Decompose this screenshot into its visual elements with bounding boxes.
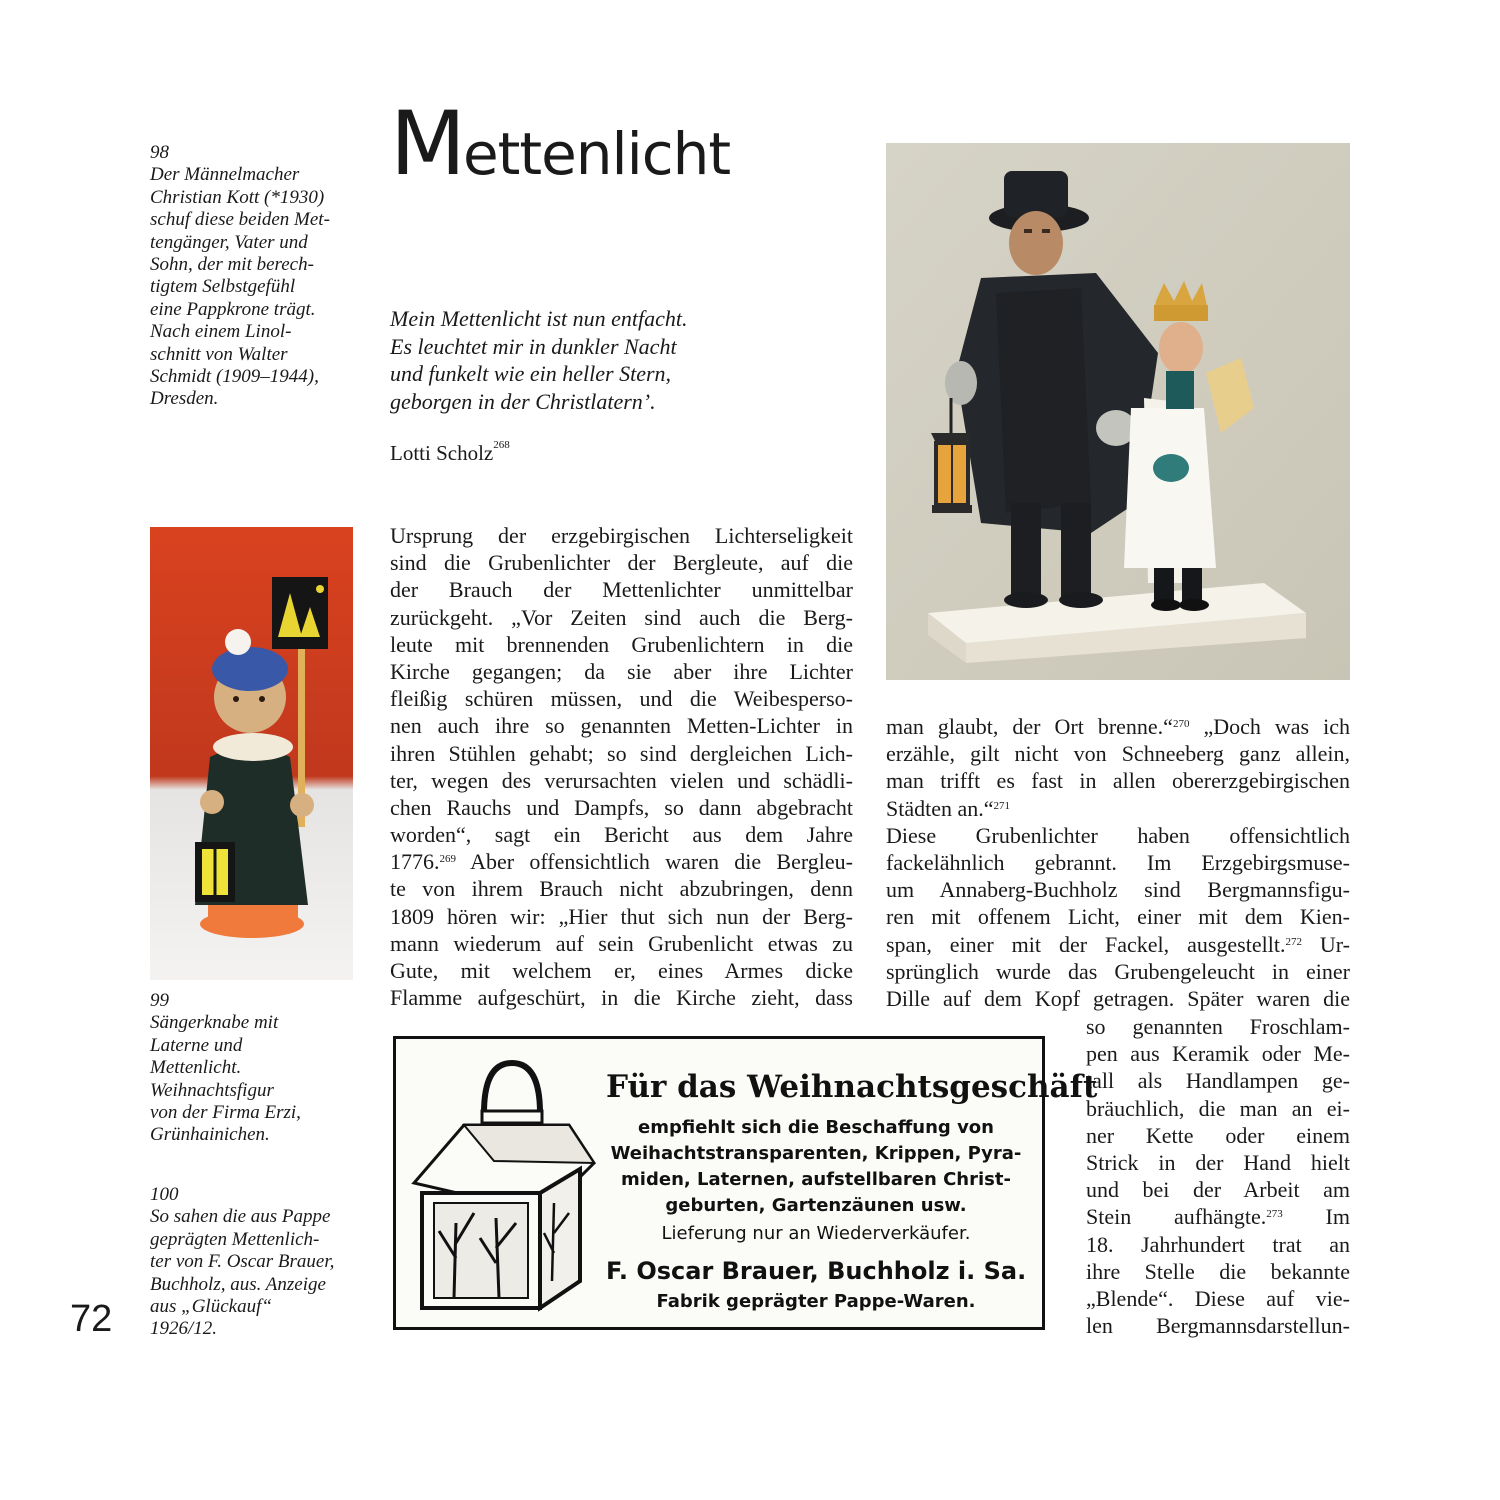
text-line: bräuchlich, die man an ei- (1086, 1095, 1350, 1121)
lantern-illustration (404, 1053, 604, 1323)
text-line: so genannten Froschlam- (1086, 1014, 1350, 1039)
body-column-2 (886, 713, 1350, 1012)
caption-line: ter von F. Oscar Brauer, (150, 1251, 335, 1273)
page-number: 72 (70, 1298, 113, 1340)
text-line: Diese Grubenlichter haben offensichtlich (886, 822, 1350, 848)
text-line: chen Rauchs und Dampfs, so dann abgebracht (390, 794, 853, 820)
photo-mettengaenger-figures (886, 143, 1350, 680)
text-line (390, 848, 853, 875)
text-line (1086, 1203, 1350, 1230)
poem-line: Mein Mettenlicht ist nun entfacht. (390, 306, 688, 331)
caption-line: Sohn, der mit berech- (150, 254, 314, 276)
caption-line: geprägten Mettenlich- (150, 1228, 320, 1250)
text-line: ren mit offenem Licht, einer mit dem Kien- (886, 904, 1350, 930)
caption-line: Nach einem Linol- (150, 321, 292, 343)
title-initial: M (390, 92, 463, 195)
text-line (886, 713, 1350, 740)
text-line: der Brauch der Mettenlichter unmittelbar (390, 577, 853, 603)
text-line: 1809 hören wir: „Hier thut sich nun der Berg- (390, 903, 853, 929)
text-line: Flamme aufgeschürt, in die Kirche zieht, dass (390, 985, 853, 1011)
text-segment: man glaubt, der Ort brenne.“ (886, 714, 1173, 739)
ad-line: Lieferung nur an Wiederverkäufer. (661, 1223, 971, 1244)
text-line: Dille auf dem Kopf getragen. Später waren die (886, 985, 1350, 1011)
body-column-1 (390, 522, 853, 1011)
caption-line: Schmidt (1909–1944), (150, 366, 319, 388)
footnote-ref: 271 (993, 799, 1011, 812)
caption-100 (150, 1184, 334, 1341)
footnote-ref: 268 (493, 439, 510, 451)
text-line: Strick in der Hand hielt (1086, 1149, 1350, 1175)
caption-line: Sängerknabe mit (150, 1012, 279, 1034)
caption-99 (150, 990, 301, 1147)
caption-line: Mettenlicht. (150, 1057, 242, 1079)
caption-number: 99 (150, 990, 169, 1011)
caption-line: Laterne und (150, 1034, 243, 1056)
text-line: ihre Stelle die bekannte (1086, 1258, 1350, 1284)
caption-line: von der Firma Erzi, (150, 1102, 301, 1124)
ad-line: Weihachtstransparenten, Krippen, Pyra- (610, 1143, 1022, 1164)
caption-line: Der Männelmacher (150, 164, 300, 186)
text-segment: span, einer mit der Fackel, ausgestellt. (886, 931, 1286, 957)
text-segment: Im (1282, 1204, 1350, 1230)
photo-saengerknabe (150, 527, 353, 980)
ad-line: empfiehlt sich die Beschaffung von (638, 1117, 994, 1138)
text-line: sprünglich wurde das Grubengeleucht in einer (886, 958, 1350, 984)
text-line: nen auch ihre so genannten Metten-Lichter in (390, 713, 853, 739)
text-line (886, 931, 1350, 958)
text-line: ner Kette oder einem (1086, 1122, 1350, 1148)
poem-line: Es leuchtet mir in dunkler Nacht (390, 333, 677, 359)
caption-number: 100 (150, 1184, 179, 1205)
text-segment: „Doch was ich (1189, 714, 1350, 739)
text-line: zurückgeht. „Vor Zeiten sind auch die Berg- (390, 604, 853, 630)
body-column-3 (1086, 1013, 1350, 1339)
text-line: leute mit brennenden Grubenlichtern in die (390, 631, 853, 657)
text-line: 18. Jahrhundert trat an (1086, 1231, 1350, 1257)
text-line: man trifft es fast in allen obererzgebirgischen (886, 768, 1350, 794)
text-line: Gute, mit welchem er, eines Armes dicke (390, 958, 853, 983)
text-line (886, 795, 1350, 822)
caption-line: schnitt von Walter (150, 343, 288, 365)
caption-line: tengänger, Vater und (150, 231, 308, 253)
footnote-ref: 273 (1266, 1208, 1283, 1221)
text-segment: 1776. (390, 849, 440, 875)
ad-line: miden, Laternen, aufstellbaren Christ- (621, 1169, 1011, 1190)
ad-line: geburten, Gartenzäunen usw. (665, 1195, 967, 1216)
text-line: len Bergmannsdarstellun- (1086, 1313, 1350, 1339)
poem-author (390, 441, 510, 466)
text-line: pen aus Keramik oder Me- (1086, 1041, 1350, 1067)
text-line: mann wiederum auf sein Grubenlicht etwas zu (390, 930, 853, 956)
caption-line: Weihnachtsfigur (150, 1079, 274, 1101)
text-line: sind die Grubenlichter der Bergleute, auf die (390, 550, 853, 576)
caption-line: Grünhainichen. (150, 1124, 270, 1146)
caption-line: Dresden. (150, 388, 219, 410)
poem-line: und funkelt wie ein heller Stern, (390, 361, 672, 386)
text-line: ihren Stühlen gehabt; so sind dergleichen Lich- (390, 740, 853, 766)
text-line: Kirche gegangen; da sie aber ihre Lichter (390, 658, 853, 684)
text-segment: Ur- (1301, 931, 1350, 957)
text-line: und bei der Arbeit am (1086, 1177, 1350, 1203)
text-line: um Annaberg-Buchholz sind Bergmannsfigu- (886, 877, 1350, 903)
text-line: worden“, sagt ein Bericht aus dem Jahre (390, 822, 853, 848)
footnote-ref: 269 (439, 853, 456, 866)
text-line: fackelähnlich gebrannt. Im Erzgebirgsmuse- (886, 849, 1350, 875)
caption-line: Buchholz, aus. Anzeige (150, 1273, 326, 1295)
caption-number: 98 (150, 142, 169, 163)
caption-line: eine Pappkrone trägt. (150, 298, 316, 320)
text-line: fleißig schüren müssen, und die Weibesperso- (390, 686, 853, 712)
caption-line: aus „Glückauf“ (150, 1296, 272, 1318)
ad-company: F. Oscar Brauer, Buchholz i. Sa. (606, 1257, 1027, 1285)
text-segment: Stein aufhängte. (1086, 1204, 1267, 1230)
ad-tagline: Fabrik geprägter Pappe-Waren. (656, 1291, 976, 1312)
caption-line: So sahen die aus Pappe (150, 1206, 331, 1228)
text-line: te von ihrem Brauch nicht abzubringen, denn (390, 876, 853, 902)
text-line: „Blende“. Diese auf vie- (1086, 1285, 1350, 1311)
page-title (390, 92, 731, 195)
caption-line: Christian Kott (*1930) (150, 186, 325, 208)
ad-headline: Für das Weihnachtsgeschäft (606, 1069, 1098, 1105)
caption-line: schuf diese beiden Met- (150, 209, 330, 231)
text-segment: Städten an.“ (886, 795, 994, 821)
caption-line: tigtem Selbstgefühl (150, 276, 296, 298)
footnote-ref: 272 (1285, 935, 1302, 948)
text-line: erzähle, gilt nicht von Schneeberg ganz allein, (886, 741, 1350, 767)
text-line: Ursprung der erzgebirgischen Lichterseligkeit (390, 523, 853, 548)
caption-line: 1926/12. (150, 1318, 218, 1340)
title-rest: ettenlicht (462, 120, 731, 188)
poem-author-name: Lotti Scholz (390, 441, 494, 465)
caption-98 (150, 142, 330, 411)
text-line: tall als Handlampen ge- (1086, 1068, 1350, 1094)
advertisement-brauer (393, 1036, 1098, 1330)
footnote-ref: 270 (1172, 718, 1190, 730)
poem-line: geborgen in der Christlatern’. (390, 388, 656, 414)
text-segment: Aber offensichtlich waren die Bergleu- (456, 849, 853, 875)
text-line: ter, wegen des verursachten vielen und schädli- (390, 767, 853, 793)
poem (390, 305, 688, 415)
